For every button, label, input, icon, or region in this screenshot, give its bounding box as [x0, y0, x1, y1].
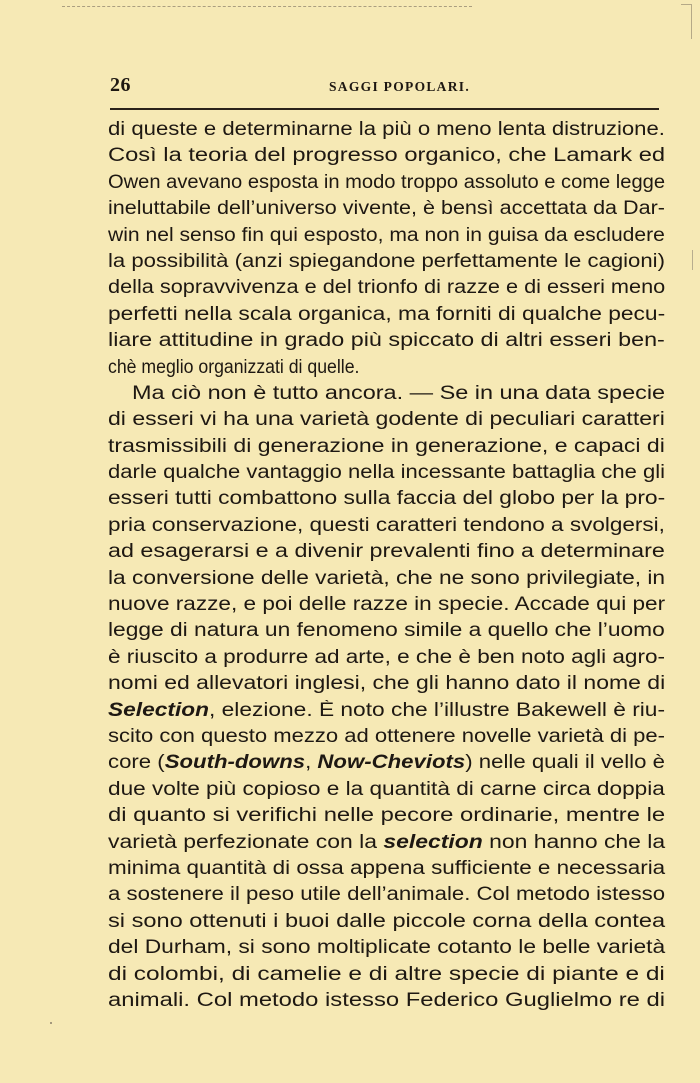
text-line: di esseri vi ha una varietà godente di peculiari caratteri: [108, 409, 665, 431]
text-line: animali. Col metodo istesso Federico Guglielmo re di: [108, 989, 666, 1011]
scan-edge-mark: [692, 250, 693, 270]
text-line: ad esagerarsi e a divenir prevalenti fino a determinare: [108, 541, 665, 563]
text-line: di colombi, di camelie e di altre specie di piante e di: [108, 963, 665, 985]
scan-top-line: [62, 6, 472, 7]
text-line: nuove razze, e poi delle razze in specie. Accade qui per: [108, 594, 666, 616]
body-text: [108, 117, 668, 1014]
text-line: Owen avevano esposta in modo troppo assoluto e come legge: [108, 171, 666, 193]
text-line: si sono ottenuti i buoi dalle piccole corna della contea: [108, 910, 666, 932]
page-number: 26: [110, 74, 131, 96]
page-header: [110, 74, 660, 102]
text-line: legge di natura un fenomeno simile a quello che l’uomo: [108, 620, 665, 642]
text-line: Ma ciò non è tutto ancora. — Se in una data specie: [132, 382, 666, 404]
text-line: nomi ed allevatori inglesi, che gli hanno dato il nome di: [108, 673, 666, 695]
text-line: Così la teoria del progresso organico, che Lamark ed: [108, 145, 666, 167]
text-line: di quanto si verifichi nelle pecore ordinarie, mentre le: [108, 805, 666, 827]
text-line: del Durham, si sono moltiplicate cotanto le belle varietà: [108, 937, 666, 959]
text-line: Selection, elezione. È noto che l’illustre Bakewell è riu-: [108, 699, 666, 721]
text-line: di queste e determinarne la più o meno lenta distruzione.: [108, 119, 665, 140]
text-line: due volte più copioso e la quantità di carne circa doppia: [108, 778, 665, 800]
text-line: darle qualche vantaggio nella incessante battaglia che gli: [108, 462, 666, 484]
text-line: scito con questo mezzo ad ottenere novelle varietà di pe-: [108, 725, 665, 747]
text-line: varietà perfezionate con la selection non hanno che la: [108, 831, 666, 853]
text-line: liare attitudine in grado più spiccato di altri esseri ben-: [108, 330, 665, 352]
text-line: è riuscito a produrre ad arte, e che è ben noto agli agro-: [108, 646, 665, 668]
text-line: a sostenere il peso utile dell’animale. Col metodo istesso: [108, 884, 666, 906]
text-line: la conversione delle varietà, che ne sono privilegiate, in: [108, 567, 666, 589]
text-line: ineluttabile dell’universo vivente, è bensì accettata da Dar-: [108, 198, 665, 220]
text-line: esseri tutti combattono sulla faccia del globo per la pro-: [108, 488, 666, 510]
text-line: minima quantità di ossa appena sufficiente e necessaria: [108, 857, 666, 879]
text-line: perfetti nella scala organica, ma forniti di qualche pecu-: [108, 303, 666, 325]
text-line: win nel senso fin qui esposto, ma non in guisa da escludere: [108, 224, 665, 246]
text-line: chè meglio organizzati di quelle.: [108, 356, 360, 378]
text-line: trasmissibili di generazione in generazione, e capaci di: [108, 435, 665, 457]
text-line: pria conservazione, questi caratteri tendono a svolgersi,: [108, 514, 665, 536]
scan-speck: [50, 1022, 52, 1024]
text-line: della sopravvivenza e del trionfo di razze e di esseri meno: [108, 277, 666, 299]
scan-corner-mark: [681, 4, 692, 39]
header-rule: [110, 108, 659, 110]
text-line: core (South-downs, Now-Cheviots) nelle quali il vello è: [108, 752, 665, 774]
text-line: la possibilità (anzi spiegandone perfettamente le cagioni): [108, 250, 665, 272]
running-head: SAGGI POPOLARI.: [329, 79, 471, 94]
